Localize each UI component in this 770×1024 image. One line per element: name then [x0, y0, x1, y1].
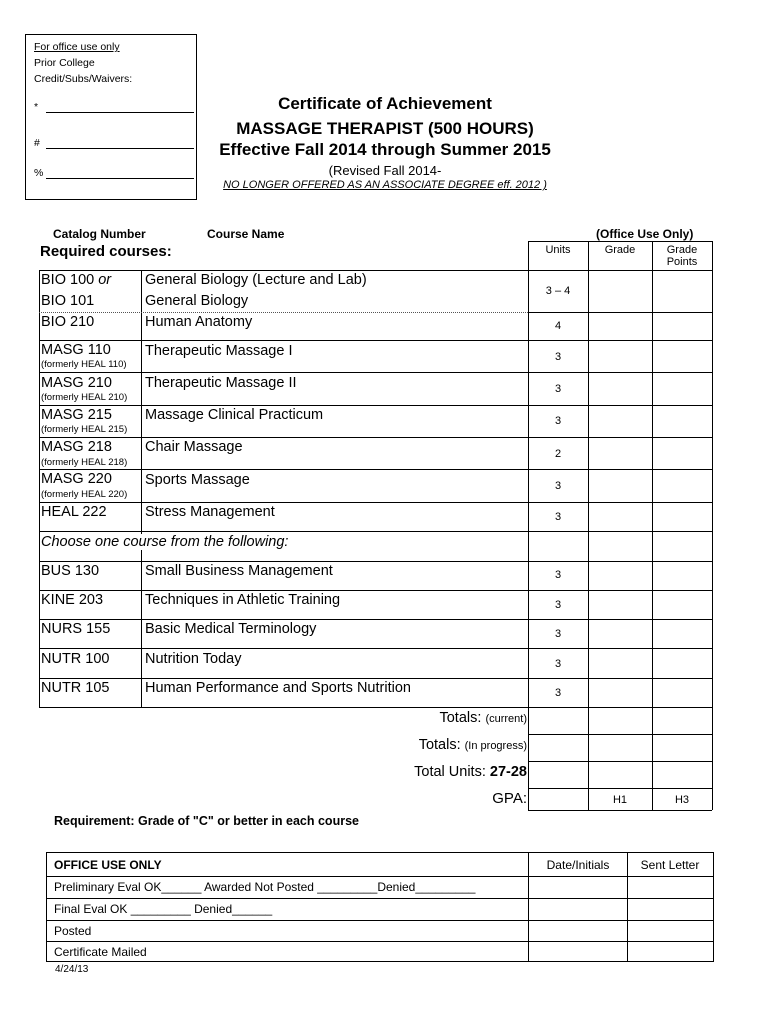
- grid-line: [47, 941, 713, 942]
- units-masg110: 3: [554, 351, 562, 363]
- units-bio210: 4: [554, 320, 562, 332]
- no-longer-offered-note: NO LONGER OFFERED AS AN ASSOCIATE DEGREE eff. 2012 ): [223, 179, 547, 191]
- course-name-masg210: Therapeutic Massage II: [145, 375, 297, 391]
- form-date: 4/24/13: [55, 964, 89, 975]
- grid-line: [652, 241, 653, 810]
- certificate-title: Certificate of Achievement: [278, 94, 492, 113]
- sent-letter-header: Sent Letter: [640, 858, 700, 872]
- grid-line: [528, 734, 712, 735]
- grid-line: [528, 761, 712, 762]
- office-use-header: (Office Use Only): [596, 227, 694, 241]
- course-name-heal222: Stress Management: [145, 504, 275, 520]
- course-name-bio100: General Biology (Lecture and Lab): [145, 272, 367, 288]
- grid-line: [39, 531, 712, 532]
- course-name-nurs155: Basic Medical Terminology: [145, 621, 317, 637]
- units-bio: 3 – 4: [545, 285, 571, 297]
- course-code-masg218: MASG 218: [41, 439, 112, 455]
- office-field-percent[interactable]: %: [34, 167, 194, 181]
- grid-line: [588, 241, 589, 810]
- effective-dates: Effective Fall 2014 through Summer 2015: [219, 140, 551, 159]
- revised-note: (Revised Fall 2014-: [328, 163, 442, 178]
- office-use-box: [25, 34, 197, 200]
- course-code-nutr100: NUTR 100: [41, 651, 110, 667]
- h1-label: H1: [612, 794, 628, 806]
- units-header: Units: [545, 244, 571, 256]
- former-code-masg220: (formerly HEAL 220): [41, 489, 128, 500]
- grid-line: [39, 619, 712, 620]
- posted-row: Posted: [54, 924, 92, 938]
- course-name-masg110: Therapeutic Massage I: [145, 343, 293, 359]
- grid-line: [39, 340, 712, 341]
- grid-line: [39, 437, 712, 438]
- grid-line: [47, 920, 713, 921]
- former-code-masg215: (formerly HEAL 215): [41, 424, 128, 435]
- course-code-heal222: HEAL 222: [41, 504, 107, 520]
- course-code-bus130: BUS 130: [41, 563, 100, 579]
- required-courses-heading: Required courses:: [40, 243, 172, 260]
- course-name-bio210: Human Anatomy: [145, 314, 253, 330]
- course-name-bio101: General Biology: [145, 293, 249, 309]
- former-code-masg110: (formerly HEAL 110): [41, 359, 127, 370]
- grid-line: [39, 561, 712, 562]
- grid-line: [528, 312, 712, 313]
- office-field-star[interactable]: *: [34, 101, 194, 115]
- program-title: MASSAGE THERAPIST (500 HOURS): [236, 119, 534, 138]
- gpa-label: GPA:: [492, 790, 527, 807]
- former-code-masg218: (formerly HEAL 218): [41, 457, 128, 468]
- grid-line: [39, 707, 712, 708]
- h3-label: H3: [674, 794, 690, 806]
- course-name-header: Course Name: [207, 227, 285, 241]
- grade-points-header: Grade Points: [666, 244, 698, 268]
- grade-header: Grade: [604, 244, 636, 256]
- office-box-line3: Credit/Subs/Waivers:: [34, 73, 133, 85]
- grid-line: [712, 241, 713, 810]
- course-code-bio210: BIO 210: [41, 314, 95, 330]
- former-code-masg210: (formerly HEAL 210): [41, 392, 128, 403]
- course-code-bio101: BIO 101: [41, 293, 95, 309]
- totals-current-label: Totals: (current): [439, 710, 527, 726]
- final-eval-row: Final Eval OK _________ Denied______: [54, 902, 273, 916]
- grid-line: [39, 312, 528, 313]
- grid-line: [39, 648, 712, 649]
- course-code-bio100: BIO 100 or: [41, 272, 112, 288]
- grid-line: [528, 241, 712, 242]
- course-code-masg215: MASG 215: [41, 407, 112, 423]
- units-masg210: 3: [554, 383, 562, 395]
- course-name-masg220: Sports Massage: [145, 472, 250, 488]
- office-use-only-table: [46, 852, 714, 962]
- office-use-only-title: OFFICE USE ONLY: [54, 858, 162, 872]
- course-code-nurs155: NURS 155: [41, 621, 111, 637]
- total-units-label: Total Units: 27-28: [414, 764, 527, 780]
- course-code-masg110: MASG 110: [41, 342, 111, 358]
- choose-one-heading: Choose one course from the following:: [41, 534, 527, 550]
- units-bus130: 3: [554, 569, 562, 581]
- course-code-masg220: MASG 220: [41, 471, 112, 487]
- course-name-nutr100: Nutrition Today: [145, 651, 242, 667]
- units-masg218: 2: [554, 448, 562, 460]
- units-kine203: 3: [554, 599, 562, 611]
- grid-line: [39, 590, 712, 591]
- totals-in-progress-label: Totals: (In progress): [418, 737, 527, 753]
- grid-line: [39, 270, 40, 707]
- units-masg215: 3: [554, 415, 562, 427]
- course-name-masg218: Chair Massage: [145, 439, 243, 455]
- grid-line: [528, 810, 712, 811]
- grid-line: [47, 898, 713, 899]
- grid-line: [47, 876, 713, 877]
- units-masg220: 3: [554, 480, 562, 492]
- grid-line: [39, 469, 712, 470]
- grid-line: [39, 405, 712, 406]
- grid-line: [141, 270, 142, 707]
- course-name-nutr105: Human Performance and Sports Nutrition: [145, 680, 411, 696]
- grid-line: [39, 678, 712, 679]
- preliminary-eval-row: Preliminary Eval OK______ Awarded Not Posted _________Denied_________: [54, 880, 476, 894]
- office-box-heading: For office use only: [34, 41, 120, 53]
- course-name-masg215: Massage Clinical Practicum: [145, 407, 324, 423]
- office-field-hash[interactable]: #: [34, 137, 194, 151]
- course-code-masg210: MASG 210: [41, 375, 112, 391]
- units-heal222: 3: [554, 511, 562, 523]
- course-code-kine203: KINE 203: [41, 592, 104, 608]
- grid-line: [528, 788, 712, 789]
- grid-line: [39, 372, 712, 373]
- date-initials-header: Date/Initials: [546, 858, 610, 872]
- units-nutr100: 3: [554, 658, 562, 670]
- requirement-note: Requirement: Grade of "C" or better in each course: [54, 814, 359, 828]
- grid-line: [39, 270, 712, 271]
- certificate-mailed-row: Certificate Mailed: [54, 945, 147, 959]
- units-nurs155: 3: [554, 628, 562, 640]
- grid-line: [39, 502, 712, 503]
- units-nutr105: 3: [554, 687, 562, 699]
- course-code-nutr105: NUTR 105: [41, 680, 110, 696]
- catalog-number-header: Catalog Number: [53, 227, 146, 241]
- office-box-line2: Prior College: [34, 57, 95, 69]
- course-name-bus130: Small Business Management: [145, 563, 333, 579]
- course-name-kine203: Techniques in Athletic Training: [145, 592, 341, 608]
